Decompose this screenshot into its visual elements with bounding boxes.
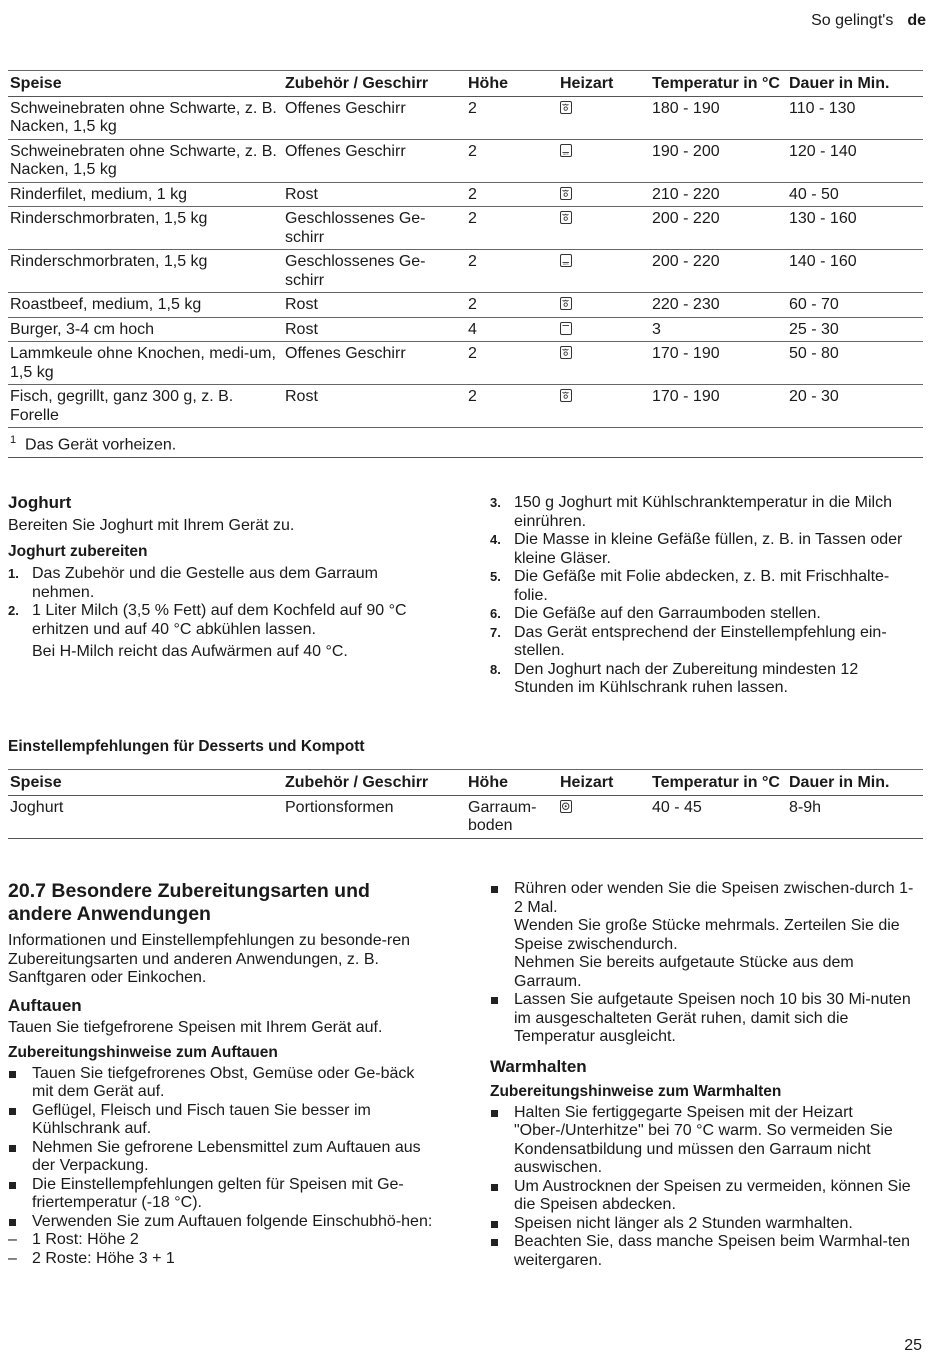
cell-zubehoer: Offenes Geschirr — [283, 139, 466, 182]
auftauen-dash-list — [8, 1231, 436, 1268]
col-header-zubehoer: Zubehör / Geschirr — [283, 770, 466, 796]
auftauen-heading: Auftauen — [8, 995, 82, 1015]
step-number: 1. — [8, 566, 19, 581]
cell-heizart — [558, 139, 650, 182]
step-text: 1 Liter Milch (3,5 % Fett) auf dem Kochfeld auf 90 °C erhitzen und auf 40 °C abkühlen lassen. — [32, 602, 407, 638]
list-item: Tauen Sie tiefgefrorenes Obst, Gemüse oder Ge-bäck mit dem Gerät auf. — [8, 1065, 436, 1102]
cell-temperatur: 170 - 190 — [650, 342, 787, 385]
table-row — [8, 293, 923, 318]
header-title: So gelingt's — [811, 12, 894, 29]
cell-speise: Lammkeule ohne Knochen, medi-um, 1,5 kg — [8, 342, 283, 385]
step-number: 2. — [8, 603, 19, 618]
cell-hoehe: 2 — [466, 207, 558, 250]
heizart-grill-circulated-icon — [560, 101, 572, 114]
cell-hoehe: 2 — [466, 139, 558, 182]
section-207-right-column — [490, 880, 922, 1270]
step-text: Den Joghurt nach der Zubereitung mindesten 12 Stunden im Kühlschrank ruhen lassen. — [514, 660, 859, 696]
cell-temperatur: 40 - 45 — [650, 795, 787, 838]
cell-hoehe: 2 — [466, 342, 558, 385]
cell-speise: Fisch, gegrillt, ganz 300 g, z. B. Forelle — [8, 385, 283, 428]
cell-dauer: 25 - 30 — [787, 317, 923, 342]
list-item — [490, 661, 922, 698]
col-header-heizart: Heizart — [558, 770, 650, 796]
auftauen-bullet-list — [8, 1065, 436, 1232]
table-row — [8, 139, 923, 182]
joghurt-left-column — [8, 493, 428, 661]
list-item: – 1 Rost: Höhe 2 — [8, 1231, 436, 1250]
cell-speise: Burger, 3-4 cm hoch — [8, 317, 283, 342]
table-row — [8, 317, 923, 342]
cell-hoehe: 2 — [466, 96, 558, 139]
cell-speise: Rinderschmorbraten, 1,5 kg — [8, 250, 283, 293]
joghurt-right-column — [490, 494, 922, 698]
list-item — [490, 531, 922, 568]
table-row — [8, 795, 923, 838]
step-text: Die Gefäße mit Folie abdecken, z. B. mit Frischhalte-folie. — [514, 568, 890, 604]
bullet-extra-text: Wenden Sie große Stücke mehrmals. Zerteilen Sie die Speise zwischendurch. — [514, 917, 900, 953]
cell-dauer: 60 - 70 — [787, 293, 923, 318]
cell-temperatur: 210 - 220 — [650, 182, 787, 207]
cell-heizart — [558, 317, 650, 342]
dessert-table-wrapper — [8, 769, 923, 839]
cell-dauer: 40 - 50 — [787, 182, 923, 207]
cell-heizart — [558, 342, 650, 385]
heizart-eco-icon — [560, 144, 572, 157]
cell-temperatur: 170 - 190 — [650, 385, 787, 428]
cell-heizart — [558, 250, 650, 293]
step-text: 150 g Joghurt mit Kühlschranktemperatur in die Milch einrühren. — [514, 494, 892, 530]
heizart-grill-circulated-icon — [560, 389, 572, 402]
table2-caption — [8, 738, 365, 756]
header-lang: de — [907, 12, 926, 29]
cell-heizart — [558, 96, 650, 139]
section-207-left-column — [8, 880, 436, 1268]
footnote-text: Das Gerät vorheizen. — [25, 436, 177, 454]
cell-zubehoer: Rost — [283, 293, 466, 318]
list-item: Nehmen Sie gefrorene Lebensmittel zum Auftauen aus der Verpackung. — [8, 1139, 436, 1176]
cell-speise: Joghurt — [8, 795, 283, 838]
col-header-speise: Speise — [8, 71, 283, 97]
running-header — [811, 12, 926, 30]
list-item — [8, 565, 428, 602]
warmhalten-subheading: Zubereitungshinweise zum Warmhalten — [490, 1082, 782, 1100]
cell-hoehe: 2 — [466, 250, 558, 293]
heizart-eco-icon — [560, 254, 572, 267]
list-item — [490, 624, 922, 661]
cell-heizart — [558, 182, 650, 207]
section-207-heading: 20.7 Besondere Zubereitungsarten und andere Anwendungen — [8, 880, 370, 925]
heizart-grill-circulated-icon — [560, 211, 572, 224]
joghurt-heading: Joghurt — [8, 493, 72, 512]
cell-speise: Rinderschmorbraten, 1,5 kg — [8, 207, 283, 250]
step-text: Die Gefäße auf den Garraumboden stellen. — [514, 605, 821, 622]
table-row — [8, 182, 923, 207]
svg-text:eco: eco — [563, 151, 569, 156]
cell-temperatur: 200 - 220 — [650, 250, 787, 293]
bullet-text: Lassen Sie aufgetaute Speisen noch 10 bis 30 Mi-nuten im ausgeschalteten Gerät ruhen, damit sich die Temperatur ausgleicht. — [514, 991, 911, 1045]
cell-temperatur: 180 - 190 — [650, 96, 787, 139]
list-item: Geflügel, Fleisch und Fisch tauen Sie besser im Kühlschrank auf. — [8, 1102, 436, 1139]
table2-caption-text: Einstellempfehlungen für Desserts und Kompott — [8, 738, 365, 755]
table-row — [8, 96, 923, 139]
table-header-row — [8, 770, 923, 796]
col-header-heizart: Heizart — [558, 71, 650, 97]
step-number: 3. — [490, 495, 501, 510]
cell-zubehoer: Offenes Geschirr — [283, 96, 466, 139]
step-number: 4. — [490, 532, 501, 547]
col-header-temperatur: Temperatur in °C — [650, 71, 787, 97]
cell-dauer: 140 - 160 — [787, 250, 923, 293]
auftauen-right-bullets — [490, 880, 922, 1047]
cell-dauer: 8-9h — [787, 795, 923, 838]
cell-dauer: 110 - 130 — [787, 96, 923, 139]
step-number: 5. — [490, 569, 501, 584]
heizart-dough-proving-icon — [560, 800, 572, 813]
page-number: 25 — [904, 1337, 922, 1354]
col-header-temperatur: Temperatur in °C — [650, 770, 787, 796]
cell-temperatur: 220 - 230 — [650, 293, 787, 318]
col-header-speise: Speise — [8, 770, 283, 796]
roast-table-wrapper — [8, 70, 923, 458]
auftauen-intro: Tauen Sie tiefgefrorene Speisen mit Ihrem Gerät auf. — [8, 1018, 383, 1036]
cell-hoehe: 2 — [466, 182, 558, 207]
cell-zubehoer: Offenes Geschirr — [283, 342, 466, 385]
cell-speise: Roastbeef, medium, 1,5 kg — [8, 293, 283, 318]
list-item: – 2 Roste: Höhe 3 + 1 — [8, 1250, 436, 1269]
list-item: Die Einstellempfehlungen gelten für Speisen mit Ge-friertemperatur (-18 °C). — [8, 1176, 436, 1213]
cell-dauer: 120 - 140 — [787, 139, 923, 182]
cell-temperatur: 200 - 220 — [650, 207, 787, 250]
cell-hoehe: 2 — [466, 293, 558, 318]
table-footnote — [8, 428, 923, 458]
list-item — [490, 494, 922, 531]
col-header-zubehoer: Zubehör / Geschirr — [283, 71, 466, 97]
table-row — [8, 250, 923, 293]
heizart-grill-circulated-icon — [560, 187, 572, 200]
step-text: Das Gerät entsprechend der Einstellempfehlung ein-stellen. — [514, 623, 887, 659]
col-header-hoehe: Höhe — [466, 770, 558, 796]
list-item: Beachten Sie, dass manche Speisen beim Warmhal-ten weitergaren. — [490, 1233, 922, 1270]
cell-zubehoer: Geschlossenes Ge-schirr — [283, 250, 466, 293]
table-header-row — [8, 71, 923, 97]
joghurt-subheading: Joghurt zubereiten — [8, 543, 148, 560]
cell-hoehe: 2 — [466, 385, 558, 428]
cell-temperatur: 190 - 200 — [650, 139, 787, 182]
cell-heizart — [558, 385, 650, 428]
list-item — [490, 880, 922, 991]
footnote-mark: 1 — [10, 434, 17, 446]
joghurt-steps-left — [8, 565, 428, 639]
list-item: Um Austrocknen der Speisen zu vermeiden, können Sie die Speisen abdecken. — [490, 1178, 922, 1215]
cell-speise: Rinderfilet, medium, 1 kg — [8, 182, 283, 207]
table-footnote-row — [8, 428, 923, 458]
cell-temperatur: 3 — [650, 317, 787, 342]
auftauen-subheading: Zubereitungshinweise zum Auftauen — [8, 1043, 278, 1061]
cell-heizart — [558, 293, 650, 318]
list-item — [490, 991, 922, 1047]
cell-dauer: 130 - 160 — [787, 207, 923, 250]
list-item — [490, 568, 922, 605]
cell-zubehoer: Geschlossenes Ge-schirr — [283, 207, 466, 250]
bullet-text: Rühren oder wenden Sie die Speisen zwischen-durch 1-2 Mal. — [514, 880, 914, 916]
cell-hoehe: 4 — [466, 317, 558, 342]
cell-zubehoer: Rost — [283, 317, 466, 342]
bullet-extra-text: Nehmen Sie bereits aufgetaute Stücke aus dem Garraum. — [514, 954, 854, 990]
step-number: 8. — [490, 661, 501, 677]
section-207-intro: Informationen und Einstellempfehlungen zu besonde-ren Zubereitungsarten und anderen Anwendungen, z. B. Sanftgaren oder Einkochen. — [8, 932, 411, 986]
joghurt-steps-right — [490, 494, 922, 698]
step-number: 6. — [490, 606, 501, 621]
svg-text:eco: eco — [563, 262, 569, 266]
list-item: Verwenden Sie zum Auftauen folgende Einschubhö-hen: — [8, 1213, 436, 1232]
cell-dauer: 20 - 30 — [787, 385, 923, 428]
heizart-grill-circulated-icon — [560, 297, 572, 310]
col-header-hoehe: Höhe — [466, 71, 558, 97]
cell-zubehoer: Rost — [283, 385, 466, 428]
dessert-settings-table — [8, 769, 923, 839]
col-header-dauer: Dauer in Min. — [787, 770, 923, 796]
list-item: Speisen nicht länger als 2 Stunden warmhalten. — [490, 1215, 922, 1234]
col-header-dauer: Dauer in Min. — [787, 71, 923, 97]
warmhalten-bullet-list — [490, 1104, 922, 1271]
cell-zubehoer: Portionsformen — [283, 795, 466, 838]
cell-hoehe: Garraum-boden — [466, 795, 558, 838]
table-row — [8, 207, 923, 250]
cell-heizart — [558, 795, 650, 838]
list-item — [490, 605, 922, 624]
cell-speise: Schweinebraten ohne Schwarte, z. B. Nacken, 1,5 kg — [8, 139, 283, 182]
cell-dauer: 50 - 80 — [787, 342, 923, 385]
heizart-grill-large-icon — [560, 322, 572, 335]
cell-zubehoer: Rost — [283, 182, 466, 207]
cell-speise: Schweinebraten ohne Schwarte, z. B. Nacken, 1,5 kg — [8, 96, 283, 139]
step-text: Das Zubehör und die Gestelle aus dem Garraum nehmen. — [32, 565, 378, 601]
list-item — [8, 602, 428, 639]
step-number: 7. — [490, 624, 501, 640]
list-item: Halten Sie fertiggegarte Speisen mit der Heizart "Ober-/Unterhitze" bei 70 °C warm. So vermeiden Sie Kondensatbildung und müssen den Garraum nicht auswischen. — [490, 1104, 922, 1178]
roast-settings-table — [8, 70, 923, 458]
cell-heizart — [558, 207, 650, 250]
warmhalten-heading: Warmhalten — [490, 1056, 587, 1076]
step-note: Bei H-Milch reicht das Aufwärmen auf 40 °C. — [32, 643, 348, 660]
table-row — [8, 385, 923, 428]
joghurt-intro: Bereiten Sie Joghurt mit Ihrem Gerät zu. — [8, 517, 295, 534]
step-text: Die Masse in kleine Gefäße füllen, z. B. in Tassen oder kleine Gläser. — [514, 531, 903, 567]
table-row — [8, 342, 923, 385]
heizart-grill-circulated-icon — [560, 346, 572, 359]
